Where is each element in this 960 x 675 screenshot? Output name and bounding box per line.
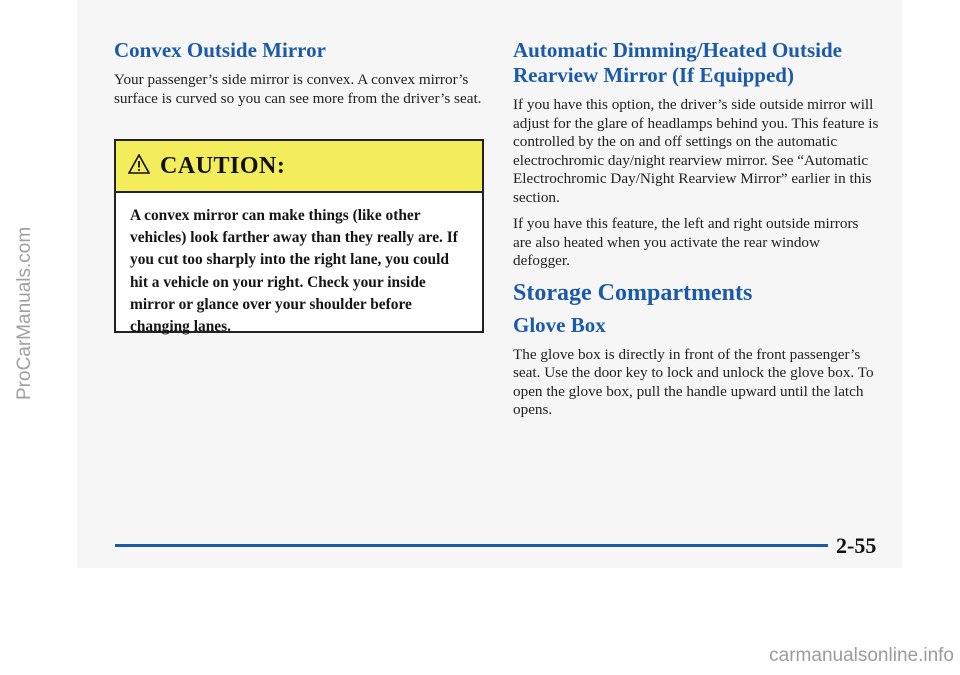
convex-mirror-paragraph: Your passenger’s side mirror is convex. A convex mirror’s surface is curved so you can see more from the driver’s seat.: [114, 71, 482, 107]
glove-box-heading: Glove Box: [513, 312, 606, 337]
warning-triangle-icon: [128, 154, 150, 179]
auto-dimming-heading: Automatic Dimming/Heated Outside Rearview Mirror (If Equipped): [513, 38, 842, 87]
caution-label: CAUTION:: [160, 152, 286, 179]
heated-mirror-paragraph: If you have this feature, the left and right outside mirrors are also heated when you activate the rear window defogger.: [513, 215, 859, 269]
convex-mirror-heading: Convex Outside Mirror: [114, 38, 326, 62]
right-column: [513, 38, 879, 428]
page-number: 2-55: [836, 533, 877, 558]
left-column: [114, 38, 489, 116]
bottom-watermark: carmanualsonline.info: [769, 645, 954, 666]
glove-box-paragraph: The glove box is directly in front of the front passenger’s seat. Use the door key to lock and unlock the glove box. To open the glove box, pull the handle upward until the latch opens.: [513, 345, 874, 418]
caution-box: [114, 139, 484, 336]
caution-text: A convex mirror can make things (like other vehicles) look farther away than they really are. If you cut too sharply into the right lane, you could hit a vehicle on your right. Check your inside mirror or glance over your shoulder before changing lanes.: [130, 207, 458, 336]
footer-rule: [115, 544, 828, 547]
caution-header: [116, 141, 482, 193]
auto-dimming-paragraph: If you have this option, the driver’s side outside mirror will adjust for the glare of headlamps behind you. This feature is controlled by the on and off settings on the automatic electrochromic day/night rearview mirror. See “Automatic Electrochromic Day/Night Rearview Mirror” earlier in this section.: [513, 96, 879, 206]
storage-compartments-heading: Storage Compartments: [513, 279, 753, 306]
side-watermark: ProCarManuals.com: [14, 226, 35, 400]
